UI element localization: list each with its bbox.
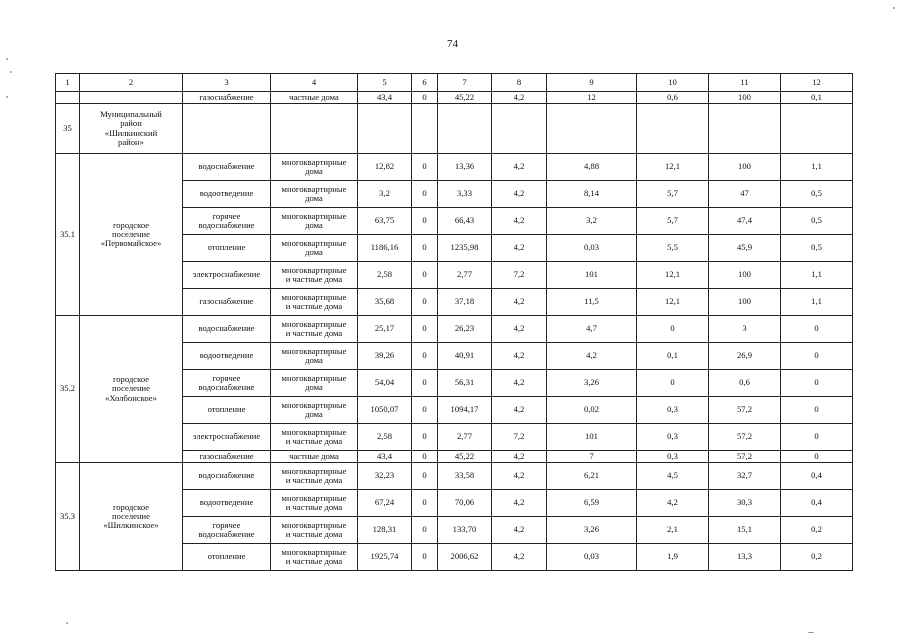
cell-housing-line: многоквартирные (281, 156, 347, 167)
cell-housing (271, 262, 358, 289)
settlement-name (80, 154, 183, 316)
cell-value: 4,2 (492, 463, 547, 490)
cell-empty (183, 104, 271, 154)
cell-service (183, 451, 271, 463)
cell-num (56, 92, 80, 104)
cell-housing-line: и частные дома (285, 475, 343, 485)
cell-value: 4,2 (492, 92, 547, 104)
cell-value: 4,2 (492, 289, 547, 316)
cell-value: 100 (709, 154, 781, 181)
cell-housing-line: многоквартирные (281, 237, 347, 248)
column-number-11: 11 (709, 74, 781, 92)
cell-service: газоснабжение (183, 92, 271, 104)
cell-value: 15,1 (709, 517, 781, 544)
cell-value: 0,3 (637, 397, 709, 424)
cell-value: 0,03 (547, 544, 637, 571)
cell-service-line: электроснабжение (192, 431, 261, 442)
cell-value: 4,2 (492, 208, 547, 235)
cell-housing-line: дома (305, 382, 323, 392)
settlement-name-line: городское (112, 501, 150, 512)
settlement-number: 35.3 (56, 463, 80, 571)
municipality-name (80, 104, 183, 154)
cell-value: 12,1 (637, 289, 709, 316)
cell-value: 32,23 (358, 463, 412, 490)
cell-value: 100 (709, 289, 781, 316)
cell-value: 0,02 (547, 397, 637, 424)
cell-value: 1,1 (781, 262, 853, 289)
cell-housing-line: дома (305, 193, 323, 203)
cell-value: 8,14 (547, 181, 637, 208)
settlement-name-line: городское (112, 374, 150, 385)
municipality-number: 35 (56, 104, 80, 154)
cell-service-line: отопление (207, 242, 246, 253)
cell-value: 57,2 (709, 424, 781, 451)
table-row (56, 154, 853, 181)
cell-housing (271, 181, 358, 208)
cell-housing-line: многоквартирные (281, 318, 347, 329)
cell-housing-line: многоквартирные (281, 426, 347, 437)
column-number-3: 3 (183, 74, 271, 92)
cell-service-line: водоснабжение (198, 220, 255, 230)
cell-value: 32,7 (709, 463, 781, 490)
cell-value: 0 (412, 235, 438, 262)
column-number-5: 5 (358, 74, 412, 92)
cell-value: 67,24 (358, 490, 412, 517)
cell-housing: частные дома (271, 92, 358, 104)
cell-value: 2006,62 (438, 544, 492, 571)
cell-housing-line: дома (305, 166, 323, 176)
cell-value: 4,88 (547, 154, 637, 181)
cell-value: 4,2 (492, 343, 547, 370)
cell-service (183, 208, 271, 235)
cell-housing (271, 424, 358, 451)
cell-housing (271, 235, 358, 262)
cell-value: 57,2 (709, 397, 781, 424)
cell-value: 13,3 (709, 544, 781, 571)
cell-value: 0,2 (781, 517, 853, 544)
column-number-4: 4 (271, 74, 358, 92)
cell-service-line: водоснабжение (198, 470, 255, 481)
cell-value: 5,7 (637, 181, 709, 208)
cell-value: 0,1 (781, 92, 853, 104)
cell-value: 0 (412, 316, 438, 343)
cell-service (183, 370, 271, 397)
cell-housing-line: многоквартирные (281, 399, 347, 410)
cell-value: 0,6 (709, 370, 781, 397)
cell-service (183, 235, 271, 262)
settlement-name-line: «Холбонское» (105, 392, 157, 403)
cell-value: 0,6 (637, 92, 709, 104)
cell-value: 2,58 (358, 262, 412, 289)
cell-service-line: горячее (212, 210, 241, 221)
cell-value: 4,2 (492, 154, 547, 181)
cell-value: 3,2 (358, 181, 412, 208)
cell-value: 13,36 (438, 154, 492, 181)
cell-value: 0,5 (781, 235, 853, 262)
cell-value: 1050,07 (358, 397, 412, 424)
cell-value: 100 (709, 262, 781, 289)
cell-housing-line: многоквартирные (281, 291, 347, 302)
settlement-name (80, 316, 183, 463)
cell-housing-line: и частные дома (285, 556, 343, 566)
cell-value: 128,31 (358, 517, 412, 544)
cell-housing-line: и частные дома (285, 301, 343, 311)
cell-value: 0 (412, 343, 438, 370)
cell-value: 1,9 (637, 544, 709, 571)
cell-service-line: водоотведение (199, 350, 254, 361)
table-row (56, 316, 853, 343)
cell-housing-line: и частные дома (285, 502, 343, 512)
cell-value: 0 (637, 370, 709, 397)
cell-value: 5,5 (637, 235, 709, 262)
cell-value: 47,4 (709, 208, 781, 235)
cell-service (183, 343, 271, 370)
cell-housing-line: многоквартирные (281, 345, 347, 356)
cell-value: 11,5 (547, 289, 637, 316)
cell-service (183, 463, 271, 490)
cell-service (183, 262, 271, 289)
cell-value: 4,7 (547, 316, 637, 343)
cell-value: 0 (781, 397, 853, 424)
cell-value: 3,26 (547, 370, 637, 397)
cell-value: 2,77 (438, 424, 492, 451)
cell-value: 101 (547, 424, 637, 451)
cell-value: 4,5 (637, 463, 709, 490)
cell-value: 0 (781, 343, 853, 370)
column-number-12: 12 (781, 74, 853, 92)
cell-value: 0,4 (781, 463, 853, 490)
cell-service (183, 181, 271, 208)
cell-value: 0 (637, 316, 709, 343)
cell-value: 4,2 (492, 517, 547, 544)
cell-housing (271, 289, 358, 316)
cell-value: 0,4 (781, 490, 853, 517)
cell-value: 133,70 (438, 517, 492, 544)
cell-housing (271, 397, 358, 424)
cell-housing-line: многоквартирные (281, 546, 347, 557)
cell-housing-line: многоквартирные (281, 519, 347, 530)
cell-housing-line: многоквартирные (281, 465, 347, 476)
cell-housing (271, 490, 358, 517)
cell-value: 0 (412, 208, 438, 235)
cell-value: 3,33 (438, 181, 492, 208)
cell-value: 0,2 (781, 544, 853, 571)
tariff-table (55, 73, 853, 571)
cell-value: 0,3 (637, 451, 709, 463)
cell-housing (271, 544, 358, 571)
cell-value: 0 (412, 397, 438, 424)
cell-housing-line: многоквартирные (281, 372, 347, 383)
cell-housing-line: и частные дома (285, 274, 343, 284)
cell-value: 6,21 (547, 463, 637, 490)
cell-empty (547, 104, 637, 154)
column-number-6: 6 (412, 74, 438, 92)
cell-value: 56,31 (438, 370, 492, 397)
municipality-name-line: Муниципальный (100, 109, 162, 120)
cell-value: 43,4 (358, 451, 412, 463)
cell-value: 70,06 (438, 490, 492, 517)
cell-housing-line: многоквартирные (281, 264, 347, 275)
municipality-row (56, 104, 853, 154)
cell-housing-line: частные дома (289, 450, 339, 461)
cell-housing (271, 208, 358, 235)
cell-value: 0 (412, 181, 438, 208)
cell-housing-line: дома (305, 247, 323, 257)
cell-value: 1925,74 (358, 544, 412, 571)
settlement-name-line: «Шилкинское» (103, 520, 159, 530)
column-number-1: 1 (56, 74, 80, 92)
settlement-name-line: городское (112, 219, 150, 230)
cell-value: 3 (709, 316, 781, 343)
cell-service-line: водоотведение (199, 188, 254, 199)
cell-housing (271, 451, 358, 463)
cell-value: 3,2 (547, 208, 637, 235)
cell-housing-line: дома (305, 355, 323, 365)
cell-service (183, 424, 271, 451)
cell-housing (271, 370, 358, 397)
cell-empty (438, 104, 492, 154)
cell-housing-line: многоквартирные (281, 183, 347, 194)
cell-value: 0 (781, 451, 853, 463)
cell-value: 39,26 (358, 343, 412, 370)
column-number-8: 8 (492, 74, 547, 92)
settlement-name (80, 463, 183, 571)
cell-value: 66,43 (438, 208, 492, 235)
cell-value: 4,2 (492, 370, 547, 397)
table-row (56, 463, 853, 490)
cell-empty (271, 104, 358, 154)
cell-value: 0 (781, 316, 853, 343)
cell-empty (412, 104, 438, 154)
cell-value: 4,2 (492, 235, 547, 262)
cell-value: 35,68 (358, 289, 412, 316)
cell-value: 6,59 (547, 490, 637, 517)
cell-housing-line: многоквартирные (281, 492, 347, 503)
municipality-name-line: район (120, 118, 142, 129)
cell-value: 4,2 (492, 544, 547, 571)
cell-service (183, 289, 271, 316)
settlement-number: 35.2 (56, 316, 80, 463)
cell-value: 54,04 (358, 370, 412, 397)
cell-service-line: водоснабжение (198, 323, 255, 334)
cell-service-line: отопление (207, 551, 246, 562)
cell-value: 101 (547, 262, 637, 289)
cell-value: 40,91 (438, 343, 492, 370)
cell-value: 0 (412, 463, 438, 490)
cell-value: 0,03 (547, 235, 637, 262)
cell-value: 5,7 (637, 208, 709, 235)
settlement-number: 35.1 (56, 154, 80, 316)
cell-value: 0,5 (781, 208, 853, 235)
settlement-name-line: поселение (112, 228, 150, 239)
cell-service-line: газоснабжение (199, 296, 254, 307)
cell-value: 0 (412, 490, 438, 517)
cell-value: 25,17 (358, 316, 412, 343)
cell-value: 45,9 (709, 235, 781, 262)
cell-value: 0 (412, 544, 438, 571)
table-body (56, 74, 853, 571)
cell-empty (709, 104, 781, 154)
municipality-name-line: «Шилкинский (104, 127, 158, 138)
cell-value: 4,2 (547, 343, 637, 370)
cell-value: 63,75 (358, 208, 412, 235)
cell-value: 0,5 (781, 181, 853, 208)
cell-housing-line: дома (305, 409, 323, 419)
cell-empty (358, 104, 412, 154)
cell-value: 12,82 (358, 154, 412, 181)
table-row (56, 92, 853, 104)
cell-service (183, 154, 271, 181)
cell-value: 1235,98 (438, 235, 492, 262)
cell-value: 1186,16 (358, 235, 412, 262)
column-number-7: 7 (438, 74, 492, 92)
cell-service-line: электроснабжение (192, 269, 261, 280)
settlement-name-line: поселение (112, 383, 150, 394)
cell-value: 37,18 (438, 289, 492, 316)
cell-value: 0,3 (637, 424, 709, 451)
cell-value: 1,1 (781, 289, 853, 316)
cell-value: 1094,17 (438, 397, 492, 424)
cell-value: 4,2 (492, 181, 547, 208)
cell-value: 7 (547, 451, 637, 463)
cell-value: 1,1 (781, 154, 853, 181)
cell-value: 7,2 (492, 424, 547, 451)
cell-value: 0,1 (637, 343, 709, 370)
cell-value: 33,58 (438, 463, 492, 490)
cell-value: 2,1 (637, 517, 709, 544)
cell-value: 0 (412, 370, 438, 397)
cell-value: 47 (709, 181, 781, 208)
cell-service (183, 544, 271, 571)
cell-value: 12 (547, 92, 637, 104)
cell-value: 2,77 (438, 262, 492, 289)
cell-service (183, 517, 271, 544)
cell-empty (637, 104, 709, 154)
header-row (56, 74, 853, 92)
cell-value: 0 (781, 424, 853, 451)
cell-service-line: водоотведение (199, 497, 254, 508)
cell-service (183, 316, 271, 343)
settlement-name-line: поселение (112, 510, 150, 521)
cell-housing (271, 316, 358, 343)
cell-value: 4,2 (492, 397, 547, 424)
cell-value: 4,2 (492, 316, 547, 343)
cell-value: 0 (412, 451, 438, 463)
cell-service-line: горячее (212, 519, 241, 530)
cell-value: 4,2 (492, 451, 547, 463)
cell-value: 12,1 (637, 262, 709, 289)
cell-value: 30,3 (709, 490, 781, 517)
cell-value: 4,2 (637, 490, 709, 517)
cell-housing (271, 463, 358, 490)
cell-value: 0 (412, 92, 438, 104)
cell-value: 45,22 (438, 92, 492, 104)
cell-value: 0 (412, 289, 438, 316)
cell-value: 0 (781, 370, 853, 397)
cell-value: 45,22 (438, 451, 492, 463)
cell-value: 0 (412, 262, 438, 289)
cell-housing-line: дома (305, 220, 323, 230)
cell-value: 7,2 (492, 262, 547, 289)
cell-value: 26,9 (709, 343, 781, 370)
page-number: 74 (447, 38, 458, 50)
column-number-9: 9 (547, 74, 637, 92)
cell-service-line: газоснабжение (199, 450, 254, 461)
settlement-name-line: «Первомайское» (100, 238, 162, 248)
cell-value: 100 (709, 92, 781, 104)
cell-empty (492, 104, 547, 154)
cell-name (80, 92, 183, 104)
cell-empty (781, 104, 853, 154)
municipality-name-line: район» (118, 136, 144, 147)
cell-service-line: водоснабжение (198, 529, 255, 539)
cell-value: 57,2 (709, 451, 781, 463)
cell-housing (271, 343, 358, 370)
cell-housing-line: многоквартирные (281, 210, 347, 221)
cell-service-line: водоснабжение (198, 161, 255, 172)
cell-service (183, 397, 271, 424)
column-number-2: 2 (80, 74, 183, 92)
column-number-10: 10 (637, 74, 709, 92)
cell-value: 43,4 (358, 92, 412, 104)
cell-value: 26,23 (438, 316, 492, 343)
cell-service (183, 490, 271, 517)
cell-housing-line: и частные дома (285, 436, 343, 446)
cell-value: 2,58 (358, 424, 412, 451)
cell-value: 0 (412, 517, 438, 544)
cell-value: 3,26 (547, 517, 637, 544)
cell-service-line: отопление (207, 404, 246, 415)
cell-service-line: горячее (212, 372, 241, 383)
cell-value: 4,2 (492, 490, 547, 517)
cell-service-line: водоснабжение (198, 382, 255, 392)
cell-housing-line: и частные дома (285, 529, 343, 539)
cell-housing-line: и частные дома (285, 328, 343, 338)
cell-value: 0 (412, 154, 438, 181)
cell-value: 12,1 (637, 154, 709, 181)
cell-housing (271, 517, 358, 544)
cell-housing (271, 154, 358, 181)
cell-value: 0 (412, 424, 438, 451)
